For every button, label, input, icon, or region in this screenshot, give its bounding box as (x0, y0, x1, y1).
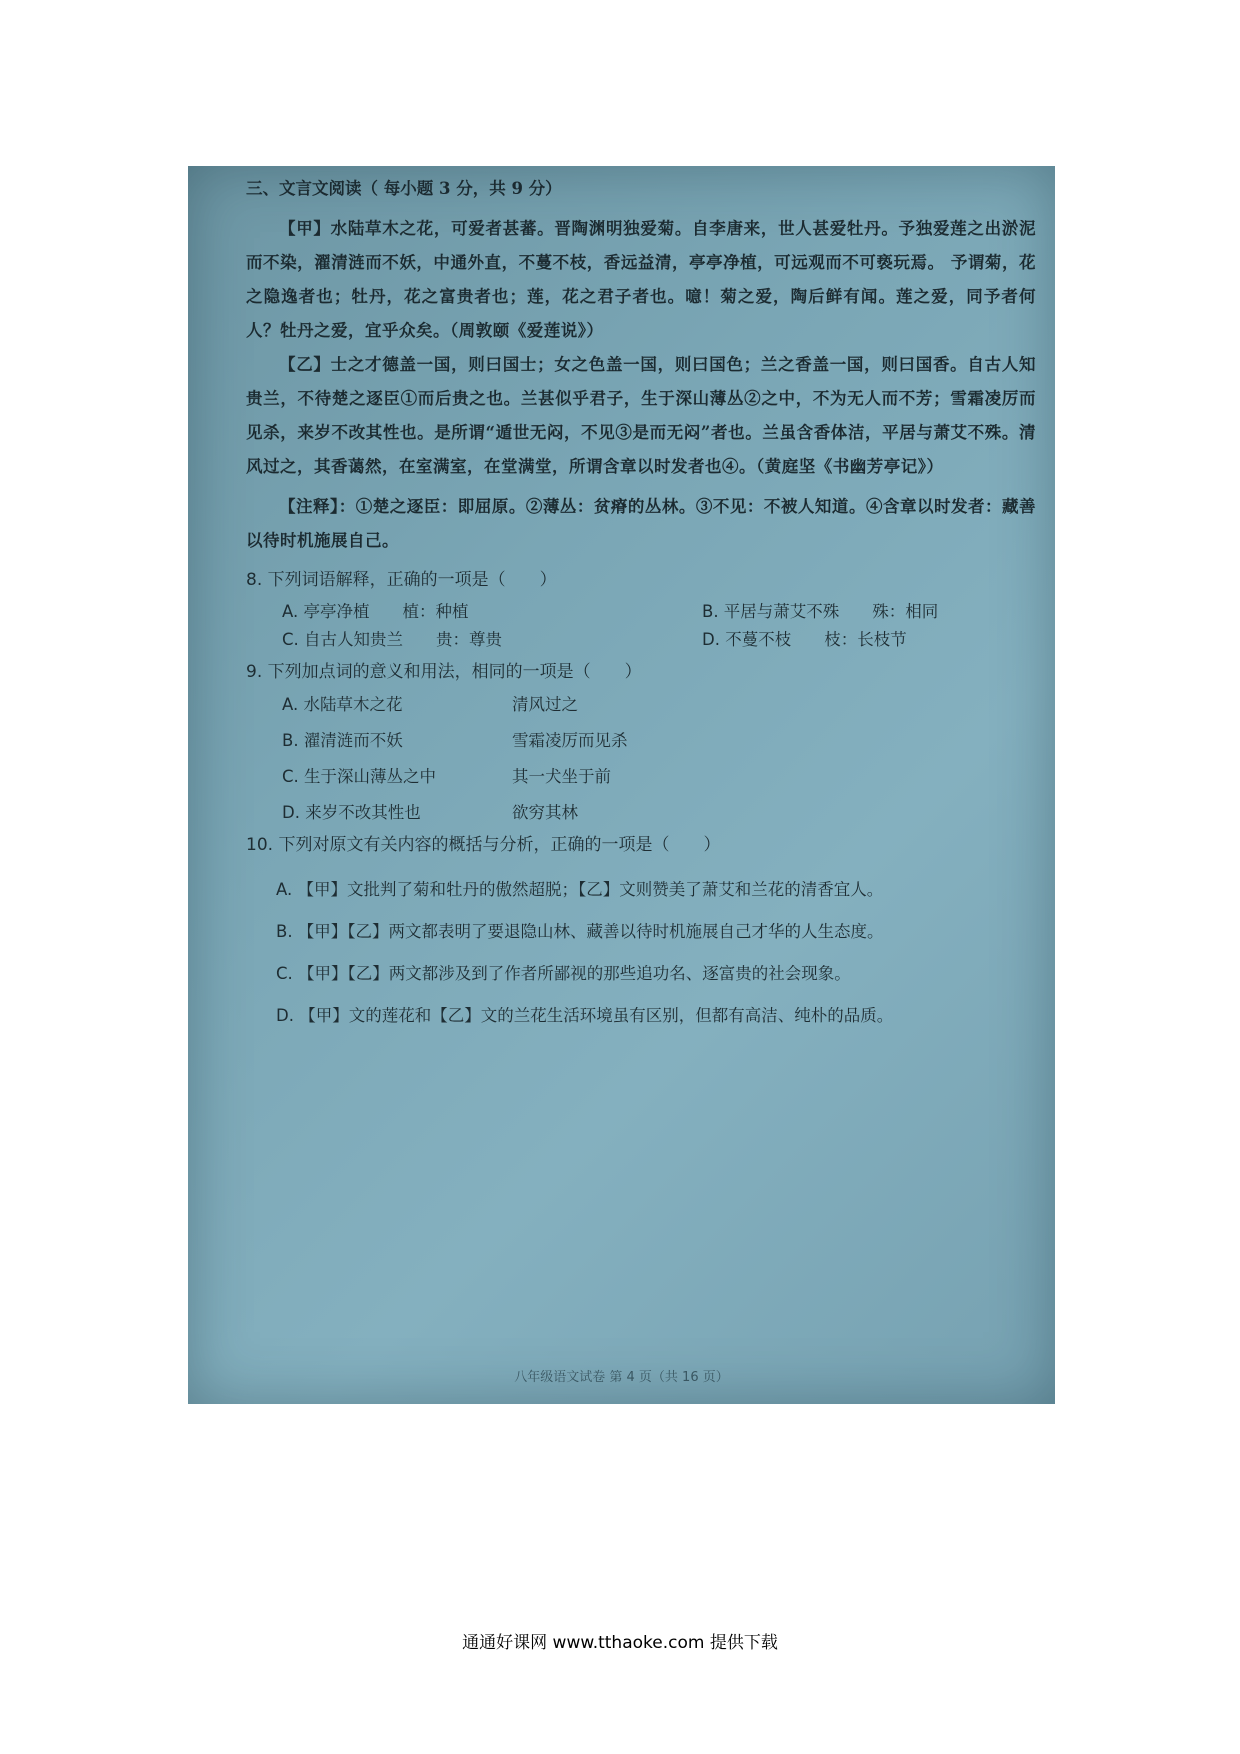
q9-option-c-left: C. 生于深山薄丛之中 (282, 767, 437, 787)
q9-option-a-left: A. 水陆草木之花 (282, 695, 403, 715)
question-9-stem: 9. 下列加点词的意义和用法，相同的一项是（ ） (246, 661, 642, 682)
passage-yi: 【乙】士之才德盖一国，则曰国士；女之色盖一国，则曰国色；兰之香盖一国，则曰国香。自古人知贵兰，不待楚之逐臣①而后贵之也。兰甚似乎君子，生于深山薄丛②之中，不为无人而不芳；雪霜凌厉而见杀，来岁不改其性也。是所谓“遁世无闷，不见③是而无闷”者也。兰虽含香体洁，平居与萧艾不殊。清风过之，其香蔼然，在室满室，在堂满堂，所谓含章以时发者也④。（黄庭坚《书幽芳亭记》） (246, 355, 1036, 477)
question-9-options (282, 691, 1036, 823)
q9-option-d-left: D. 来岁不改其性也 (282, 803, 421, 823)
q8-option-b: B. 平居与萧艾不殊 殊：相同 (702, 601, 939, 621)
q10-option-c: C. 【甲】【乙】两文都涉及到了作者所鄙视的那些追功名、逐富贵的社会现象。 (276, 963, 851, 983)
question-8-options (282, 598, 1036, 650)
q9-option-b-right: 雪霜凌厉而见杀 (512, 731, 628, 751)
q9-option-d-right: 欲穷其林 (512, 803, 578, 823)
q10-option-a: A. 【甲】文批判了菊和牡丹的傲然超脱；【乙】文则赞美了萧艾和兰花的清香宜人。 (276, 879, 884, 899)
q8-option-a: A. 亭亭净植 植：种植 (282, 601, 469, 621)
q8-option-d: D. 不蔓不枝 枝：长枝节 (702, 629, 907, 649)
q9-option-c-right: 其一犬坐于前 (512, 767, 611, 787)
passage-jia: 【甲】水陆草木之花，可爱者甚蕃。晋陶渊明独爱菊。自李唐来，世人甚爱牡丹。予独爱莲之出淤泥而不染，濯清涟而不妖，中通外直，不蔓不枝，香远益清，亭亭净植，可远观而不可亵玩焉。 予谓菊，花之隐逸者也；牡丹，花之富贵者也；莲，花之君子者也。噫！菊之爱，陶后鲜有闻。莲之爱，同予者何人？牡丹之爱，宜乎众矣。（周敦颐《爱莲说》） (246, 219, 1036, 341)
question-10-options (276, 869, 1036, 1037)
section-title: 三、文言文阅读（ 每小题 3 分，共 9 分） (246, 179, 562, 198)
q10-option-b: B. 【甲】【乙】两文都表明了要退隐山林、藏善以待时机施展自己才华的人生态度。 (276, 921, 884, 941)
annotation-notes: 【注释】：①楚之逐臣：即屈原。②薄丛：贫瘠的丛林。③不见：不被人知道。④含章以时发者：藏善以待时机施展自己。 (246, 497, 1036, 551)
q9-option-b-left: B. 濯清涟而不妖 (282, 731, 403, 751)
question-8-stem: 8. 下列词语解释，正确的一项是（ ） (246, 570, 557, 591)
question-10-stem: 10. 下列对原文有关内容的概括与分析，正确的一项是（ ） (246, 835, 721, 856)
q10-option-d: D. 【甲】文的莲花和【乙】文的兰花生活环境虽有区别，但都有高洁、纯朴的品质。 (276, 1005, 894, 1025)
download-source-line: 通通好课网 www.tthaoke.com 提供下载 (462, 1633, 778, 1653)
exam-page-footer: 八年级语文试卷 第 4 页（共 16 页） (514, 1370, 729, 1385)
q8-option-c: C. 自古人知贵兰 贵：尊贵 (282, 629, 503, 649)
q9-option-a-right: 清风过之 (512, 695, 578, 715)
scanned-exam-photo (188, 166, 1055, 1404)
exam-content (246, 176, 1036, 1037)
